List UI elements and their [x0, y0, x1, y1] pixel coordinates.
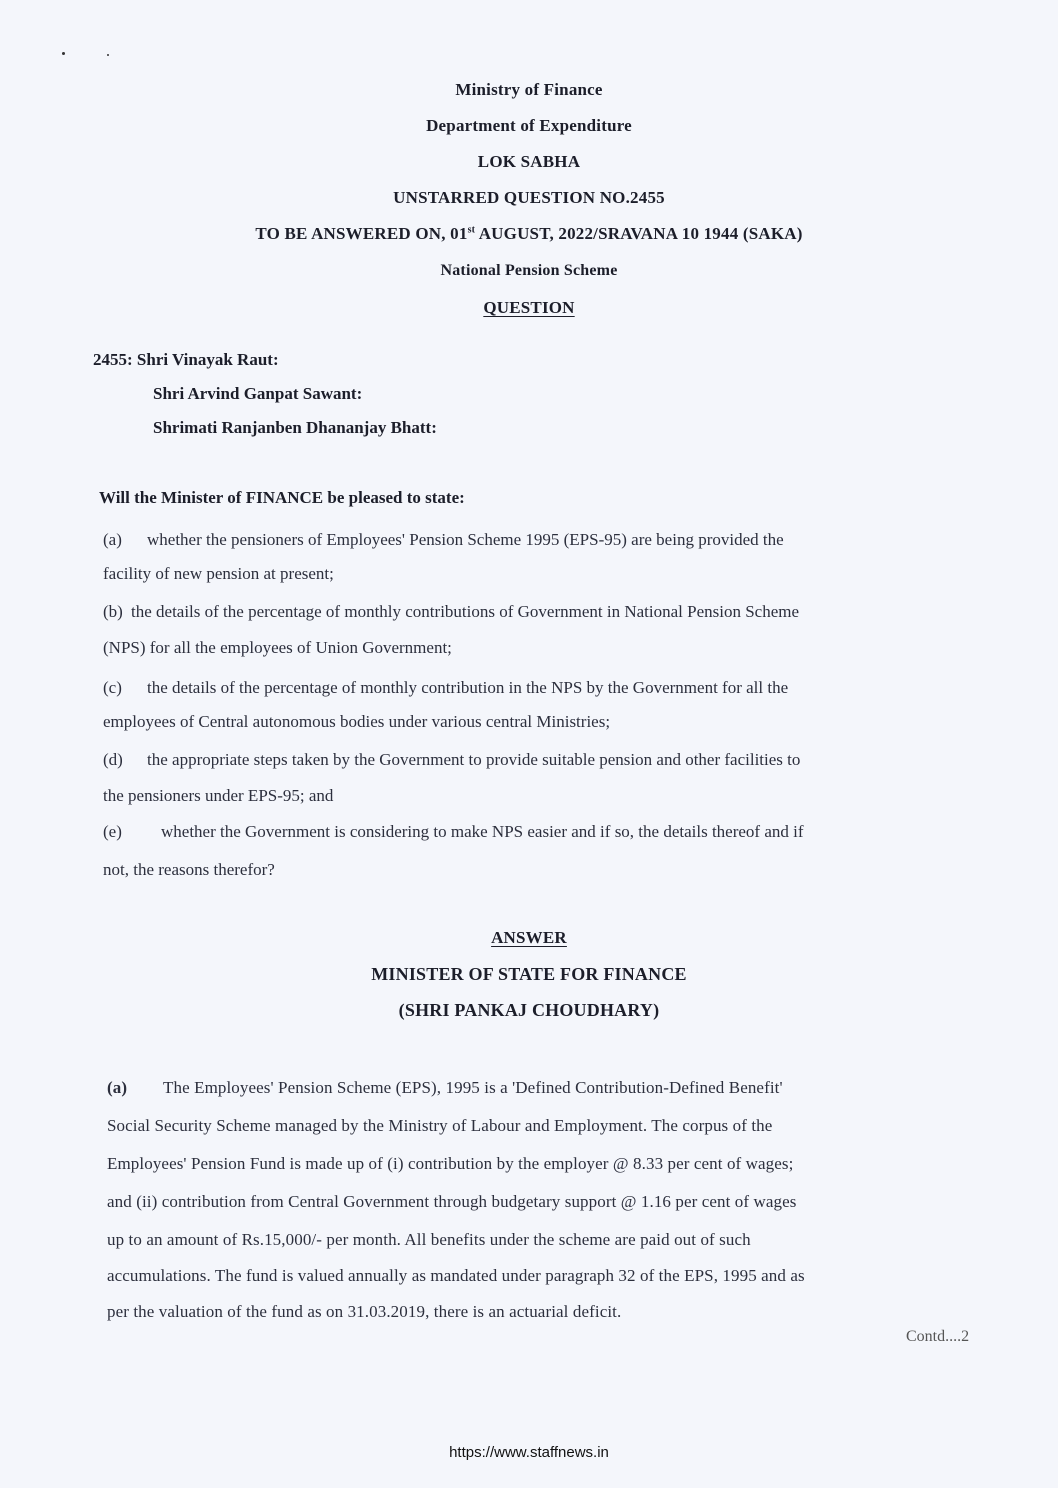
answer-heading: ANSWER — [491, 928, 567, 947]
answer-minister: MINISTER OF STATE FOR FINANCE — [371, 964, 687, 984]
question-d-line1 — [103, 750, 800, 770]
answer-a-line1 — [107, 1078, 783, 1098]
question-d-text: the appropriate steps taken by the Government to provide suitable pension and other facilities to — [147, 750, 801, 769]
question-c-line2: employees of Central autonomous bodies under various central Ministries; — [103, 712, 611, 731]
answer-a-line6: accumulations. The fund is valued annually as mandated under paragraph 32 of the EPS, 1995 and as — [107, 1266, 805, 1285]
house-title: LOK SABHA — [477, 152, 581, 171]
ministry-title: Ministry of Finance — [455, 80, 603, 99]
answer-a-label: (a) — [107, 1078, 128, 1097]
answer-date-prefix: TO BE ANSWERED ON, 01 — [255, 224, 468, 243]
answer-a-text: The Employees' Pension Scheme (EPS), 1995 is a 'Defined Contribution-Defined Benefit' — [163, 1078, 783, 1097]
question-d-line2: the pensioners under EPS-95; and — [103, 786, 334, 805]
question-b-line1 — [103, 602, 799, 622]
answer-a-line3: Employees' Pension Fund is made up of (i) contribution by the employer @ 8.33 per cent of wages; — [107, 1154, 794, 1173]
member-2: Shri Arvind Ganpat Sawant: — [153, 384, 363, 403]
question-a-line2: facility of new pension at present; — [103, 564, 334, 583]
answer-a-line4: and (ii) contribution from Central Government through budgetary support @ 1.16 per cent of wages — [107, 1192, 797, 1211]
question-c-text: the details of the percentage of monthly contribution in the NPS by the Government for all the — [147, 678, 789, 697]
continued-note: Contd....2 — [906, 1328, 970, 1345]
question-b-text: the details of the percentage of monthly contributions of Government in National Pension Scheme — [131, 602, 800, 621]
answer-date — [0, 224, 1058, 244]
question-b-line2: (NPS) for all the employees of Union Government; — [103, 638, 452, 657]
scan-speck — [62, 52, 65, 55]
answer-minister-name: (SHRI PANKAJ CHOUDHARY) — [398, 1000, 660, 1020]
subject-title: National Pension Scheme — [440, 262, 618, 279]
question-a-text: whether the pensioners of Employees' Pension Scheme 1995 (EPS-95) are being provided the — [147, 530, 784, 549]
question-a-label: (a) — [103, 530, 122, 549]
answer-date-suffix: AUGUST, 2022/SRAVANA 10 1944 (SAKA) — [475, 224, 803, 243]
answer-date-sup: st — [467, 224, 476, 236]
answer-a-line5: up to an amount of Rs.15,000/- per month. All benefits under the scheme are paid out of such — [107, 1230, 751, 1249]
question-d-label: (d) — [103, 750, 123, 769]
question-e-line2: not, the reasons therefor? — [103, 860, 275, 879]
member-1: 2455: Shri Vinayak Raut: — [93, 350, 279, 369]
footer-url[interactable]: https://www.staffnews.in — [449, 1444, 609, 1461]
question-c-line1 — [103, 678, 788, 698]
scan-speck — [107, 54, 109, 56]
member-3: Shrimati Ranjanben Dhananjay Bhatt: — [153, 418, 437, 437]
question-intro: Will the Minister of FINANCE be pleased to state: — [99, 488, 465, 507]
question-number: UNSTARRED QUESTION NO.2455 — [393, 188, 665, 207]
department-title: Department of Expenditure — [426, 116, 632, 135]
question-e-label: (e) — [103, 822, 122, 841]
question-e-line1 — [103, 822, 804, 842]
question-heading: QUESTION — [483, 298, 575, 317]
question-e-text: whether the Government is considering to make NPS easier and if so, the details thereof and if — [161, 822, 804, 841]
question-a-line1 — [103, 530, 784, 550]
answer-a-line7: per the valuation of the fund as on 31.03.2019, there is an actuarial deficit. — [107, 1302, 622, 1321]
question-c-label: (c) — [103, 678, 122, 697]
answer-a-line2: Social Security Scheme managed by the Ministry of Labour and Employment. The corpus of the — [107, 1116, 773, 1135]
question-b-label: (b) — [103, 602, 123, 621]
